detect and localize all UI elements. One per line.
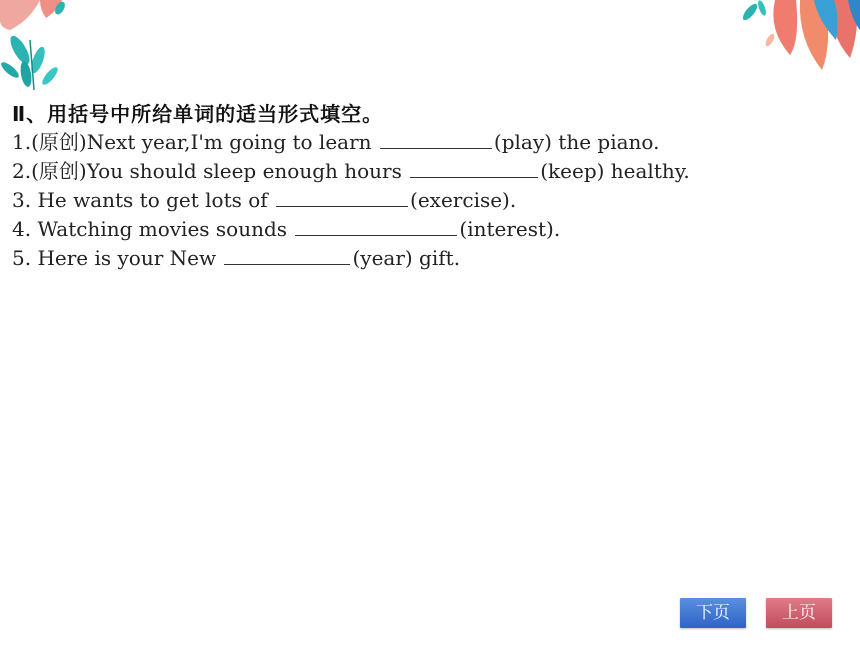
question-tag: (原创)	[31, 159, 87, 183]
question-list	[12, 128, 690, 273]
question-number: 4.	[12, 217, 32, 241]
section-heading: Ⅱ、用括号中所给单词的适当形式填空。	[12, 102, 384, 126]
answer-blank[interactable]	[380, 128, 492, 149]
question-item-3	[12, 186, 690, 215]
question-tag: (原创)	[31, 130, 87, 154]
question-number: 1.	[12, 130, 32, 154]
question-text: You should sleep enough hours	[86, 159, 402, 183]
answer-blank[interactable]	[410, 157, 538, 178]
answer-blank[interactable]	[295, 215, 457, 236]
question-item-2	[12, 157, 690, 186]
question-number: 5.	[12, 246, 32, 270]
prev-page-button[interactable]: 上页	[766, 598, 832, 628]
question-text-end: gift.	[412, 246, 461, 270]
question-item-5	[12, 244, 690, 273]
answer-blank[interactable]	[224, 244, 350, 265]
floral-decoration-left-icon	[0, 0, 90, 95]
question-number: 3.	[12, 188, 32, 212]
word-hint: (exercise).	[410, 188, 517, 212]
answer-blank[interactable]	[276, 186, 408, 207]
question-text: Here is your New	[37, 246, 217, 270]
question-text: He wants to get lots of	[37, 188, 268, 212]
next-page-button[interactable]: 下页	[680, 598, 746, 628]
word-hint: (keep)	[540, 159, 605, 183]
question-item-1	[12, 128, 690, 157]
word-hint: (year)	[352, 246, 413, 270]
question-text-end: the piano.	[551, 130, 660, 154]
question-number: 2.	[12, 159, 32, 183]
question-text-end: healthy.	[604, 159, 690, 183]
question-text: Next year,I'm going to learn	[86, 130, 372, 154]
question-item-4	[12, 215, 690, 244]
word-hint: (interest).	[459, 217, 561, 241]
word-hint: (play)	[493, 130, 552, 154]
floral-decoration-right-icon	[730, 0, 860, 75]
question-text: Watching movies sounds	[37, 217, 288, 241]
